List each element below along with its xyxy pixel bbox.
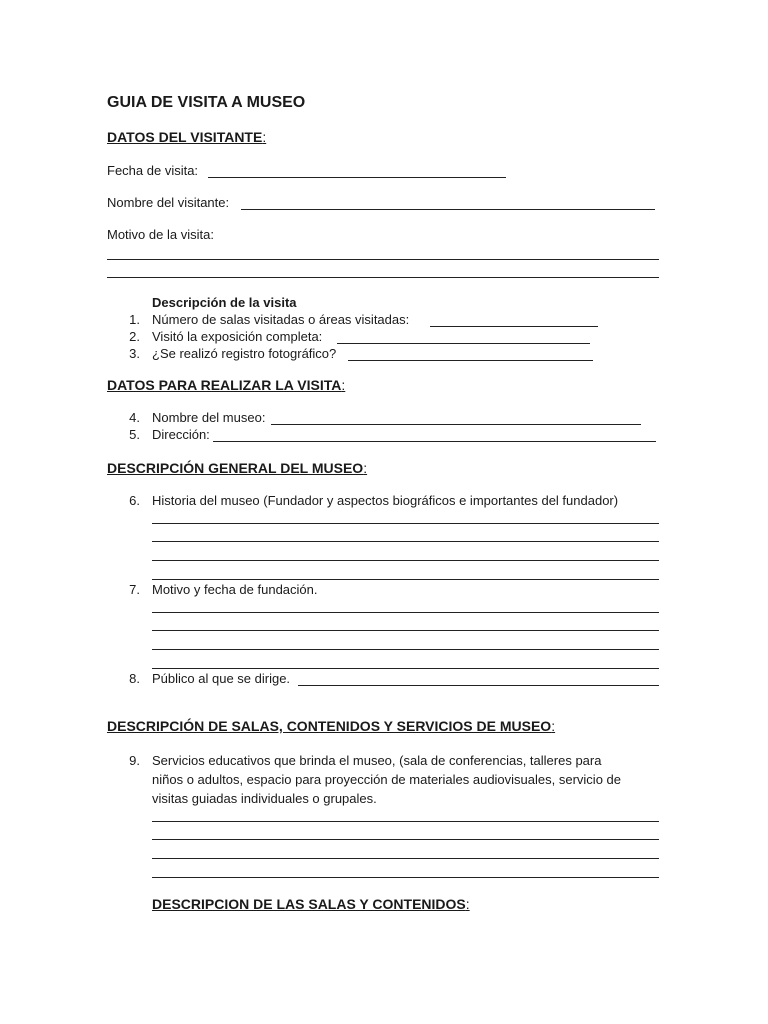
servicios-field-line-2[interactable] (152, 839, 659, 840)
document-title: GUIA DE VISITA A MUSEO (107, 94, 306, 111)
fundacion-field-line-1[interactable] (152, 612, 659, 613)
historia-field-line-4[interactable] (152, 579, 659, 580)
fundacion-field-line-3[interactable] (152, 649, 659, 650)
item-number: 5. (129, 427, 140, 442)
motivo-visita-field-line-2[interactable] (107, 277, 659, 278)
fundacion-field-line-4[interactable] (152, 668, 659, 669)
item-label-registro-fotografico: ¿Se realizó registro fotográfico? (152, 346, 337, 361)
historia-field-line-1[interactable] (152, 523, 659, 524)
historia-field-line-2[interactable] (152, 541, 659, 542)
registro-fotografico-field[interactable] (348, 360, 593, 361)
fecha-label: Fecha de visita: (107, 163, 199, 178)
exposicion-completa-field[interactable] (337, 343, 590, 344)
direccion-field[interactable] (213, 441, 656, 442)
item-label-nombre-museo: Nombre del museo: (152, 410, 266, 425)
heading-text: DATOS DEL VISITANTE (107, 129, 263, 145)
item-label-publico: Público al que se dirige. (152, 671, 291, 686)
item-number: 4. (129, 410, 140, 425)
item-label-motivo-fundacion: Motivo y fecha de fundación. (152, 582, 318, 597)
heading-text: DESCRIPCION DE LAS SALAS Y CONTENIDOS (152, 896, 466, 912)
historia-field-line-3[interactable] (152, 560, 659, 561)
fecha-field[interactable] (208, 177, 506, 178)
heading-colon: : (465, 896, 470, 912)
item-number: 2. (129, 329, 140, 344)
item-label-direccion: Dirección: (152, 427, 210, 442)
item-label-historia-museo: Historia del museo (Fundador y aspectos biográficos e importantes del fundador) (152, 493, 619, 508)
salas-visitadas-field[interactable] (430, 326, 598, 327)
item-label-exposicion-completa: Visitó la exposición completa: (152, 329, 323, 344)
item-label-servicios-line-3: visitas guiadas individuales o grupales. (152, 791, 377, 806)
item-number: 6. (129, 493, 140, 508)
nombre-museo-field[interactable] (271, 424, 641, 425)
item-label-servicios-line-1: Servicios educativos que brinda el museo, (sala de conferencias, talleres para (152, 753, 602, 768)
motivo-visita-field-line-1[interactable] (107, 259, 659, 260)
descripcion-visita-subtitle: Descripción de la visita (152, 295, 297, 310)
motivo-visita-label: Motivo de la visita: (107, 227, 214, 242)
heading-text: DESCRIPCIÓN DE SALAS, CONTENIDOS Y SERVICIOS DE MUSEO (107, 718, 552, 734)
item-label-servicios-line-2: niños o adultos, espacio para proyección de materiales audiovisuales, servicio de (152, 772, 621, 787)
heading-text: DESCRIPCIÓN GENERAL DEL MUSEO (107, 460, 364, 476)
heading-colon: : (341, 377, 346, 393)
fundacion-field-line-2[interactable] (152, 630, 659, 631)
item-number: 3. (129, 346, 140, 361)
section-heading-salas-servicios (107, 718, 555, 734)
publico-field[interactable] (298, 685, 659, 686)
nombre-visitante-label: Nombre del visitante: (107, 195, 230, 210)
servicios-field-line-3[interactable] (152, 858, 659, 859)
section-heading-visitante (107, 129, 266, 145)
section-heading-general-museo (107, 460, 367, 476)
servicios-field-line-4[interactable] (152, 877, 659, 878)
heading-colon: : (262, 129, 267, 145)
heading-colon: : (363, 460, 368, 476)
nombre-visitante-field[interactable] (241, 209, 655, 210)
heading-text: DATOS PARA REALIZAR LA VISITA (107, 377, 342, 393)
item-number: 7. (129, 582, 140, 597)
item-number: 8. (129, 671, 140, 686)
servicios-field-line-1[interactable] (152, 821, 659, 822)
section-heading-realizar-visita (107, 377, 345, 393)
heading-colon: : (551, 718, 556, 734)
subheading-salas-contenidos (152, 896, 470, 912)
item-number: 1. (129, 312, 140, 327)
item-label-salas-visitadas: Número de salas visitadas o áreas visitadas: (152, 312, 410, 327)
item-number: 9. (129, 753, 140, 768)
